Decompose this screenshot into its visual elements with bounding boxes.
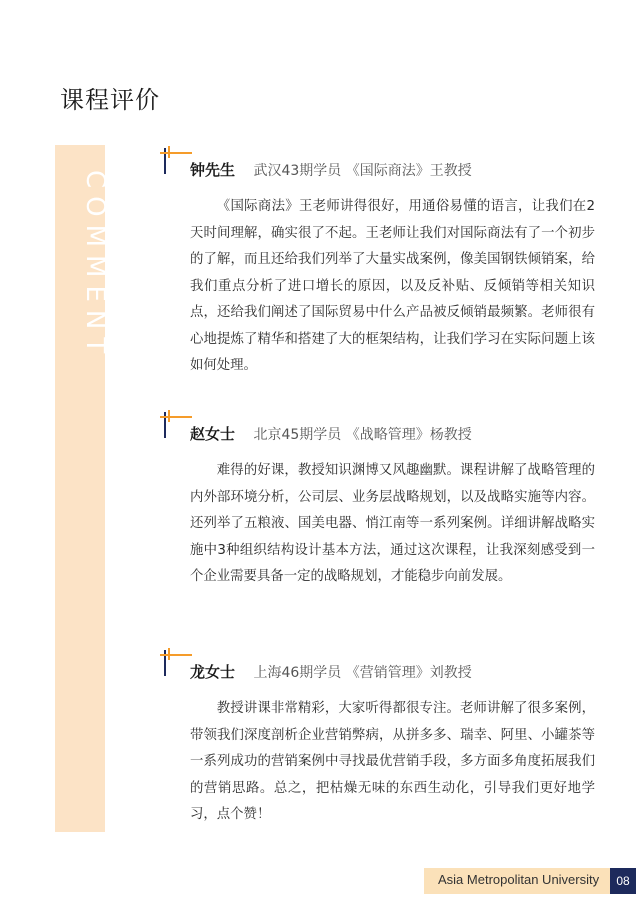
commenter-name: 钟先生 bbox=[190, 161, 236, 179]
comment-text: 教授讲课非常精彩，大家听得都很专注。老师讲解了很多案例，带领我们深度剖析企业营销弊病，从拼多多、瑞幸、阿里、小罐茶等一系列成功的营销案例中寻找最优营销手段，多方面多角度拓展我们的营销思路。总之，把枯燥无味的东西生动化，引导我们更好地学习，点个赞！ bbox=[190, 701, 595, 822]
commenter-meta: 武汉43期学员 《国际商法》王教授 bbox=[253, 163, 472, 179]
commenter-name: 赵女士 bbox=[190, 425, 236, 443]
comment-text: 难得的好课，教授知识渊博又风趣幽默。课程讲解了战略管理的内外部环境分析，公司层、业务层战略规划，以及战略实施等内容。还列举了五粮液、国美电器、悄江南等一系列案例。详细讲解战略实施中3种组织结构设计基本方法，通过这次课程，让我深刻感受到一个企业需要具备一定的战略规划，才能稳步向前发展。 bbox=[190, 463, 595, 584]
comment-header bbox=[190, 423, 472, 444]
comment-header bbox=[190, 159, 472, 180]
comment-header bbox=[190, 661, 472, 682]
commenter-meta: 上海46期学员 《营销管理》刘教授 bbox=[253, 665, 472, 681]
commenter-name: 龙女士 bbox=[190, 663, 236, 681]
commenter-meta: 北京45期学员 《战略管理》杨教授 bbox=[253, 427, 472, 443]
footer-university: Asia Metropolitan University bbox=[438, 872, 600, 887]
page-number: 08 bbox=[610, 868, 636, 894]
comment-text: 《国际商法》王老师讲得很好，用通俗易懂的语言，让我们在2天时间理解，确实很了不起。王老师让我们对国际商法有了一个初步的了解，而且还给我们列举了大量实战案例，像美国钢铁倾销案，给我们重点分析了进口增长的原因，以及反补贴、反倾销等相关知识点，还给我们阐述了国际贸易中什么产品被反倾销最频繁。老师很有心地提炼了精华和搭建了大的框架结构，让我们学习在实际问题上该如何处理。 bbox=[190, 199, 595, 373]
side-word: COMMENT bbox=[80, 170, 110, 362]
page-title: 课程评价 bbox=[60, 86, 160, 114]
